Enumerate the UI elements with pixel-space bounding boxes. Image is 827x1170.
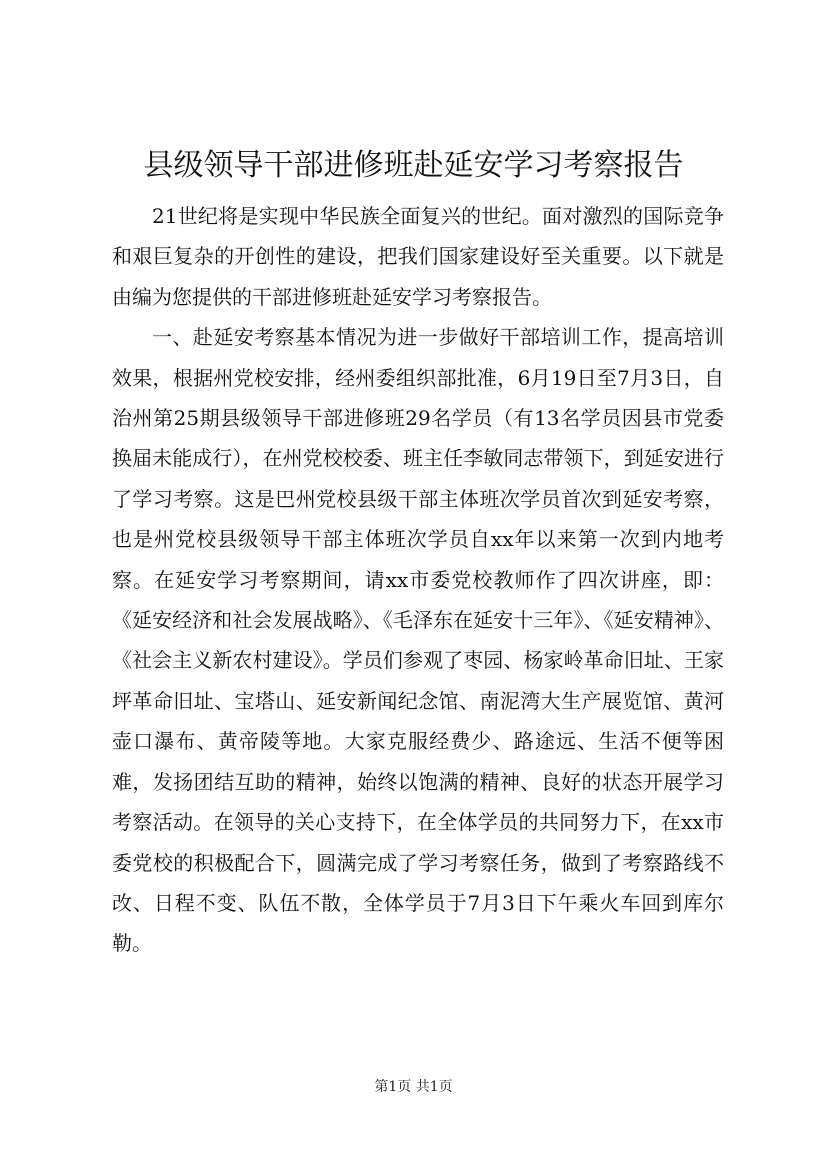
document-body [112,196,724,964]
paragraph-section-1: 一、赴延安考察基本情况为进一步做好干部培训工作，提高培训效果，根据州党校安排，经州委组织部批准，6月19日至7月3日，自治州第25期县级领导干部进修班29名学员（有13名学员因县市党委换届未能成行），在州党校校委、班主任李敏同志带领下，到延安进行了学习考察。这是巴州党校县级干部主体班次学员首次到延安考察，也是州党校县级领导干部主体班次学员自xx年以来第一次到内地考察。在延安学习考察期间，请xx市委党校教师作了四次讲座，即：《延安经济和社会发展战略》、《毛泽东在延安十三年》、《延安精神》、《社会主义新农村建设》。学员们参观了枣园、杨家岭革命旧址、王家坪革命旧址、宝塔山、延安新闻纪念馆、南泥湾大生产展览馆、黄河壶口瀑布、黄帝陵等地。大家克服经费少、路途远、生活不便等困难，发扬团结互助的精神，始终以饱满的精神、良好的状态开展学习考察活动。在领导的关心支持下，在全体学员的共同努力下，在xx市委党校的积极配合下，圆满完成了学习考察任务，做到了考察路线不改、日程不变、队伍不散，全体学员于7月3日下午乘火车回到库尔勒。 [112,325,724,956]
paragraph-intro: 21世纪将是实现中华民族全面复兴的世纪。面对激烈的国际竞争和艰巨复杂的开创性的建设，把我们国家建设好至关重要。以下就是由编为您提供的干部进修班赴延安学习考察报告。 [112,204,724,309]
page-footer: 第1页 共1页 [374,1079,453,1095]
document-title: 县级领导干部进修班赴延安学习考察报告 [143,148,684,183]
